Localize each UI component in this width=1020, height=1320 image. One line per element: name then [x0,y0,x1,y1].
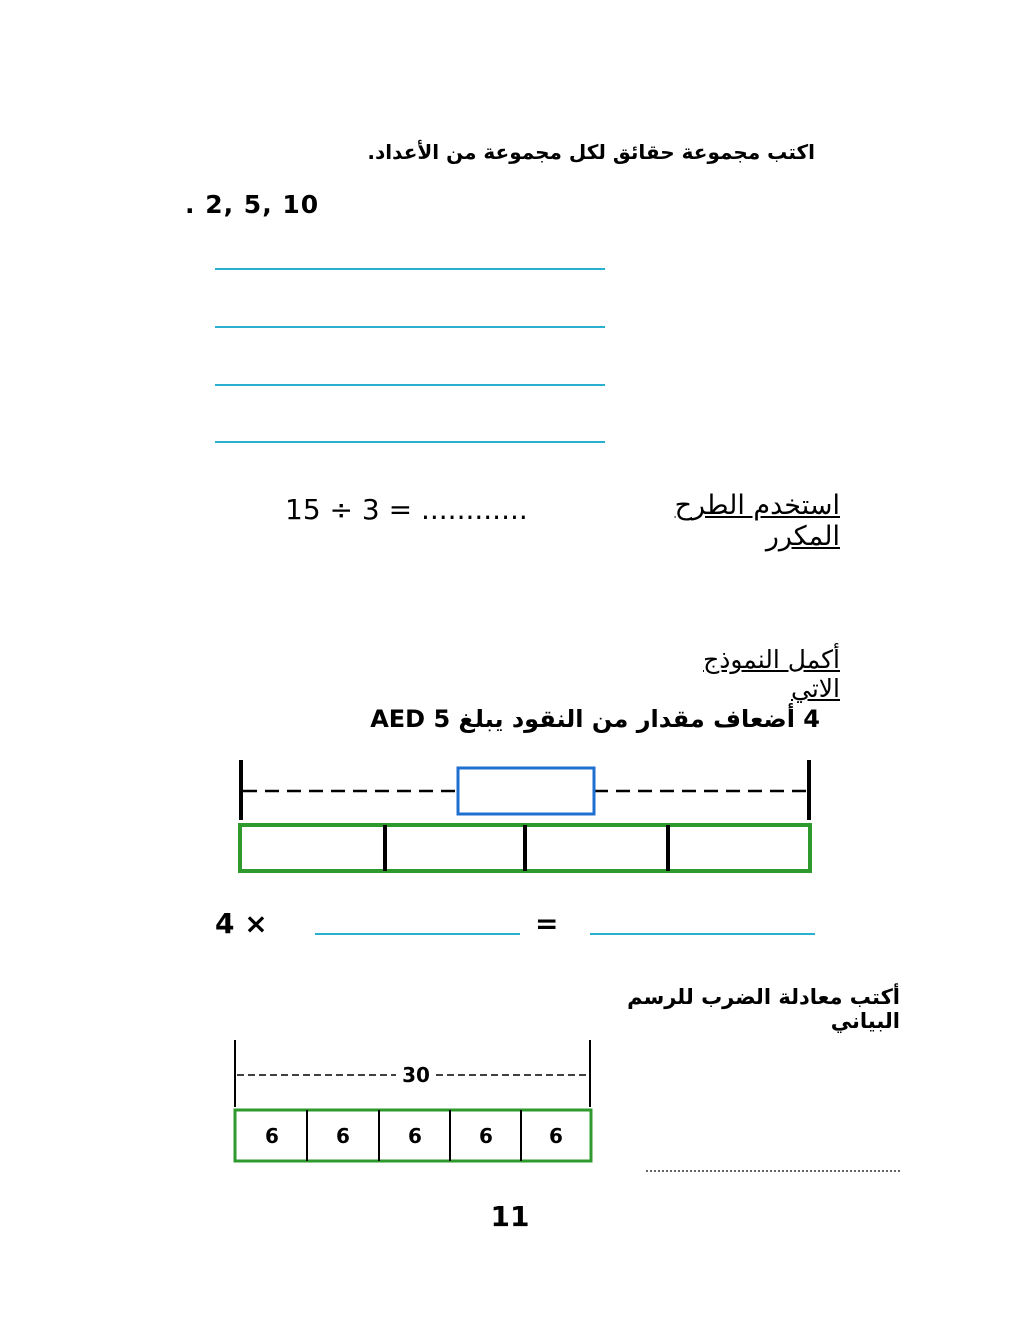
section3-instruction: أكمل النموذج الاتي [703,645,840,703]
section1-numbers: . 2, 5, 10 [185,190,320,219]
bar-model-total-answer-box[interactable] [458,768,594,814]
answer-line-2[interactable] [215,326,605,328]
bar30-part-2: 6 [336,1124,350,1148]
bar30-part-3: 6 [408,1124,422,1148]
multiplication-prefix: 4 × [215,907,268,940]
multiplication-blank-factor[interactable] [315,933,520,935]
bar-model-diagram [230,755,820,880]
answer-dotted-line[interactable] [646,1170,900,1172]
bar30-total-label: 30 [402,1063,430,1087]
equals-sign: = [535,907,559,940]
bar-model-30 [228,1035,598,1170]
answer-line-1[interactable] [215,268,605,270]
bar30-part-5: 6 [549,1124,563,1148]
division-equation[interactable]: 15 ÷ 3 = ............ [285,493,528,526]
bar30-part-1: 6 [265,1124,279,1148]
section4-instruction: أكتب معادلة الضرب للرسم البياني [627,985,900,1033]
multiplication-blank-product[interactable] [590,933,815,935]
word-problem-statement: 4 أضعاف مقدار من النقود يبلغ 5 AED [370,705,820,733]
section2-instruction: استخدم الطرح المكرر [674,490,840,552]
answer-line-4[interactable] [215,441,605,443]
answer-line-3[interactable] [215,384,605,386]
bar30-part-4: 6 [479,1124,493,1148]
page-number: 11 [490,1200,530,1233]
section1-instruction: اكتب مجموعة حقائق لكل مجموعة من الأعداد. [367,140,815,164]
